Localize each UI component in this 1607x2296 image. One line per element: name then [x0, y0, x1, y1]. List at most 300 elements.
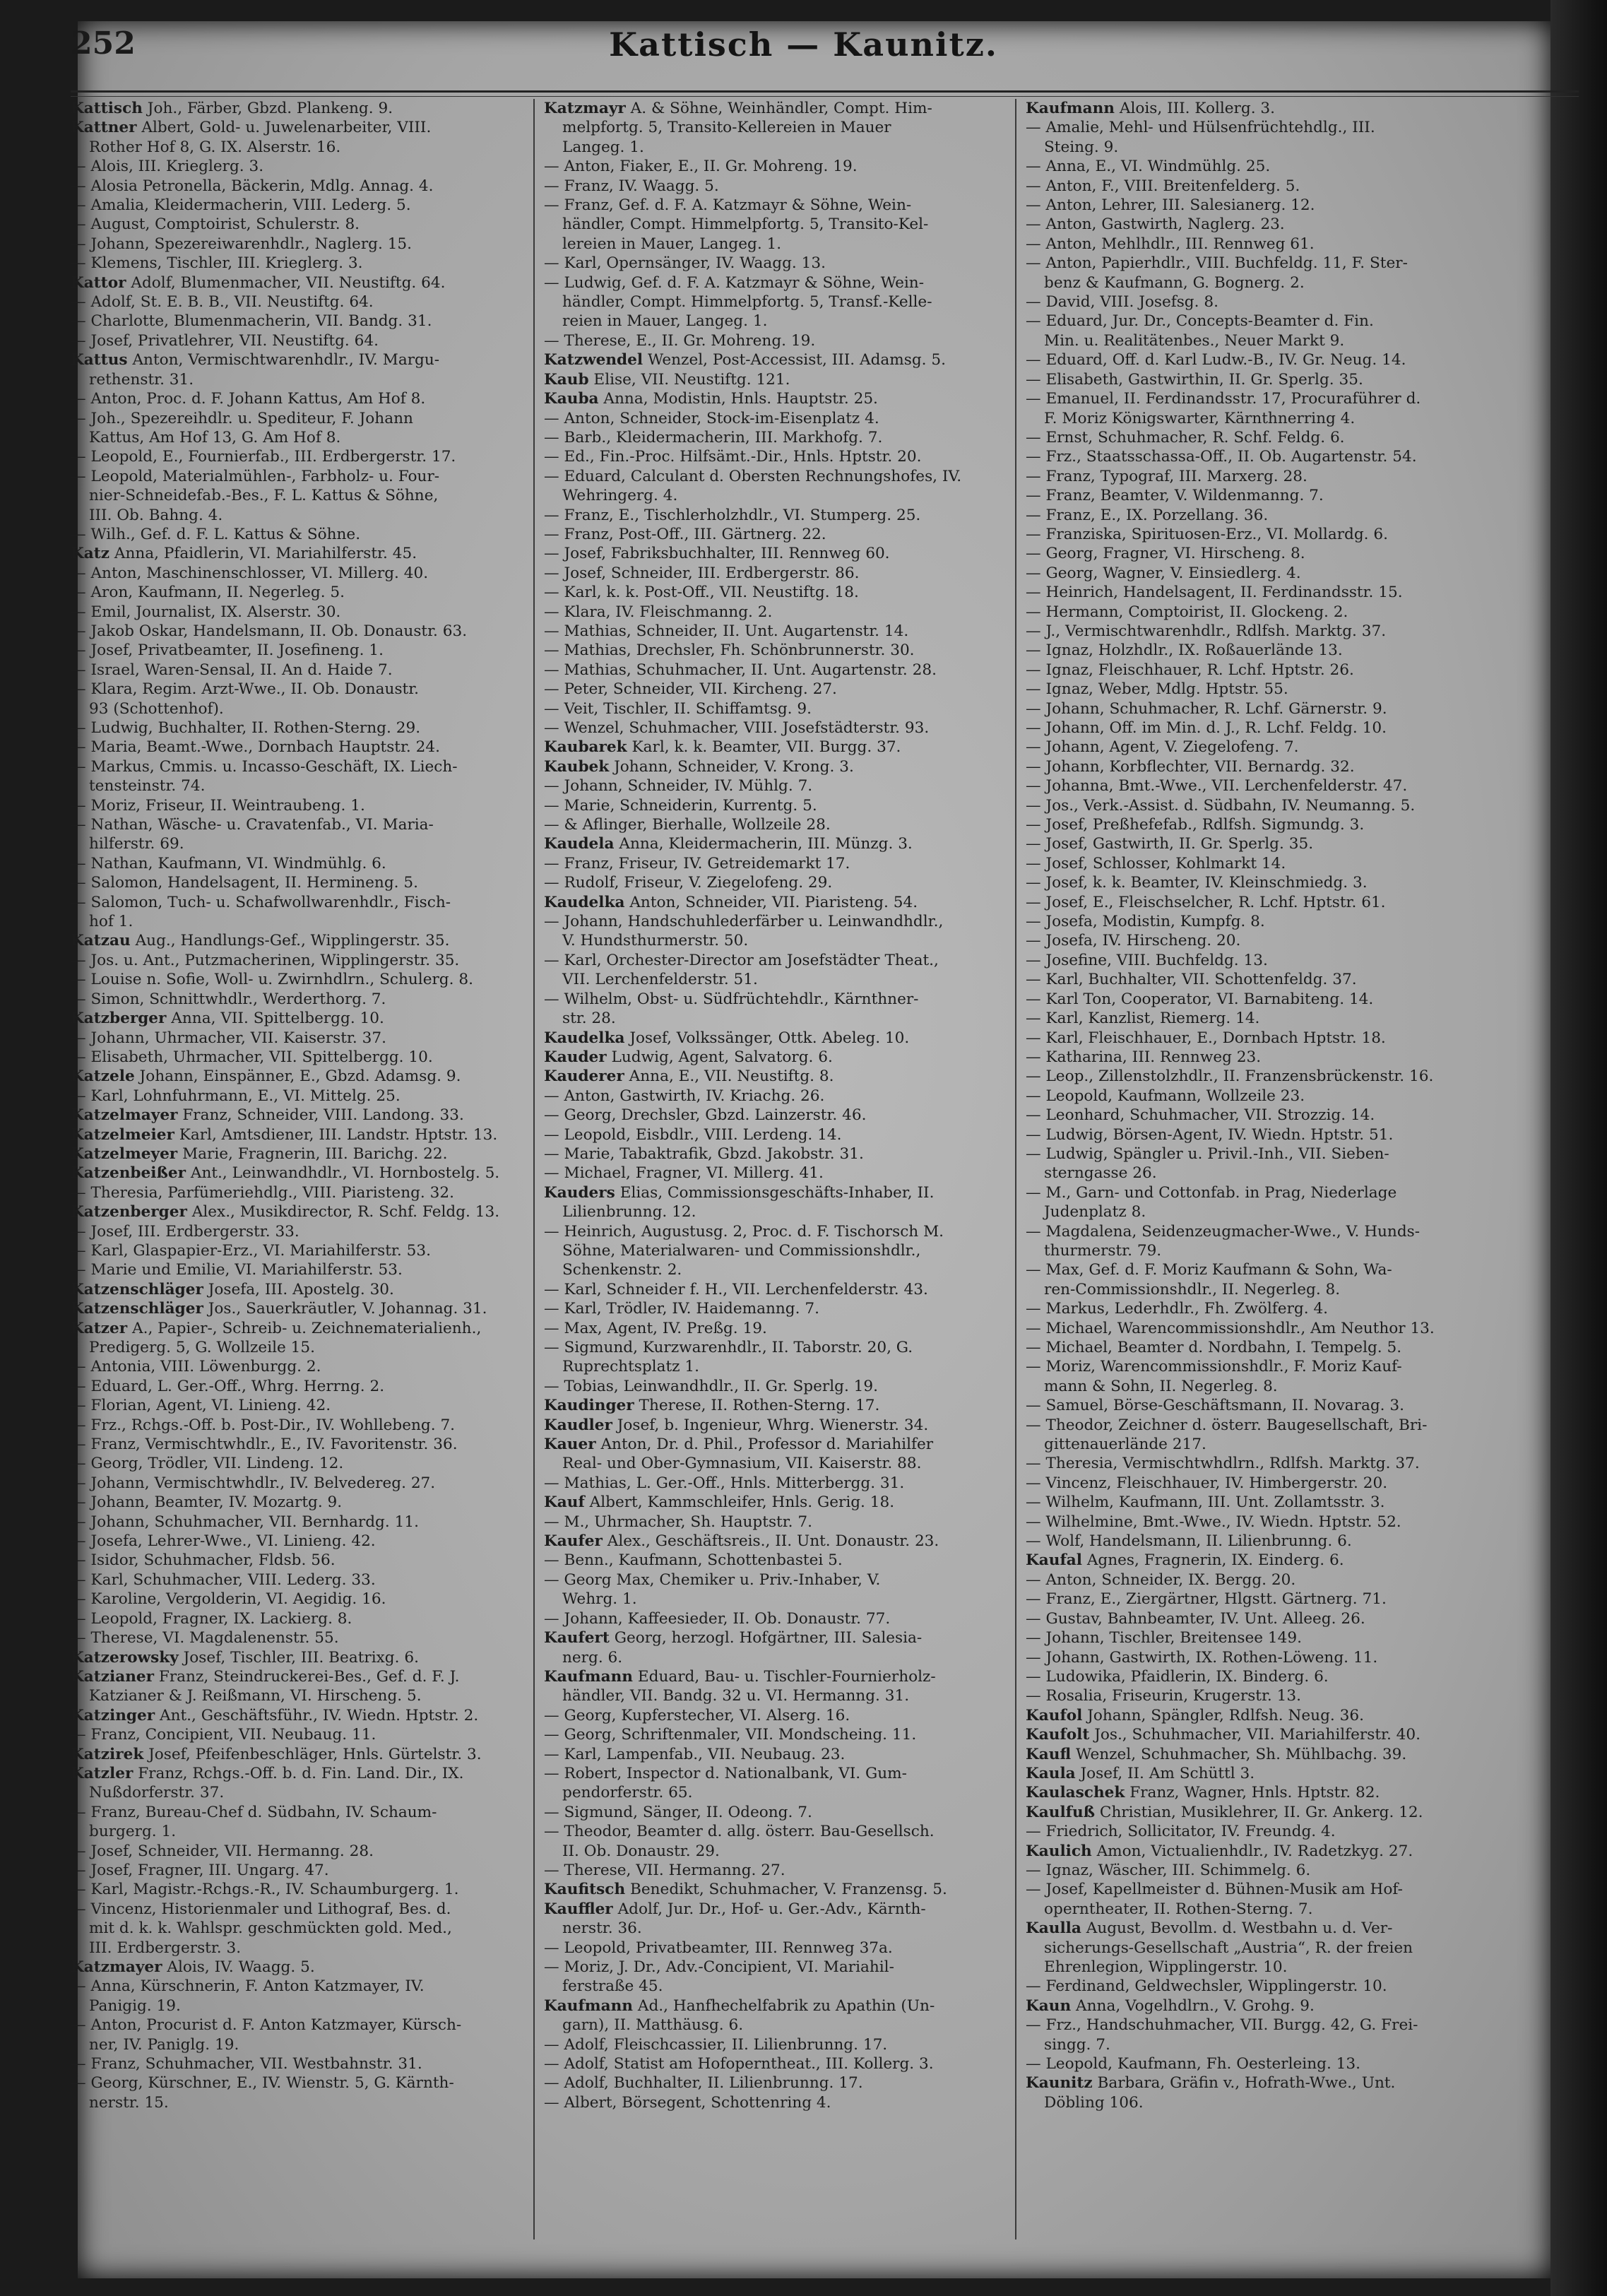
- directory-entry-line: Kauf Albert, Kammschleifer, Hnls. Gerig. 18.: [544, 1493, 895, 1512]
- directory-entry-line: — Elisabeth, Gastwirthin, II. Gr. Sperlg. 35.: [1026, 370, 1363, 389]
- directory-entry-line: Kaubarek Karl, k. k. Beamter, VII. Burgg. 37.: [544, 738, 901, 757]
- directory-entry-line: — Marie, Schneiderin, Kurrentg. 5.: [544, 796, 817, 815]
- directory-entry-line: — Therese, VII. Hermanng. 27.: [544, 1861, 785, 1879]
- directory-entry-line: — Johann, Schneider, IV. Mühlg. 7.: [544, 777, 813, 795]
- directory-entry-line: Kaufmann Eduard, Bau- u. Tischler-Fournierholz-: [544, 1667, 936, 1686]
- directory-entry-line: — Franz, IV. Waagg. 5.: [544, 177, 719, 195]
- directory-entry-line: II. Ob. Donaustr. 29.: [562, 1842, 720, 1860]
- directory-entry-line: — Ignaz, Weber, Mdlg. Hptstr. 55.: [1026, 680, 1288, 699]
- directory-entry-line: — Johann, Schuhmacher, VII. Bernhardg. 11.: [71, 1513, 419, 1531]
- directory-entry-line: — Michael, Warencommissionshdlr., Am Neuthor 13.: [1026, 1319, 1435, 1337]
- directory-entry-line: — Georg, Schriftenmaler, VII. Mondscheing. 11.: [544, 1726, 917, 1744]
- directory-entry-line: — Leop., Zillenstolzhdlr., II. Franzensbrückenstr. 16.: [1026, 1067, 1434, 1086]
- directory-entry-line: — Franz, Beamter, V. Wildenmanng. 7.: [1026, 487, 1324, 505]
- directory-entry-line: — Emil, Journalist, IX. Alserstr. 30.: [71, 603, 341, 621]
- directory-entry-line: Real- und Ober-Gymnasium, VII. Kaiserstr. 88.: [562, 1455, 922, 1473]
- directory-entry-line: Kaubek Johann, Schneider, V. Krong. 3.: [544, 757, 854, 776]
- directory-entry-line: Katzianer Franz, Steindruckerei-Bes., Gef. d. F. J.: [71, 1667, 460, 1686]
- directory-entry-line: — Leopold, Eisbdlr., VIII. Lerdeng. 14.: [544, 1125, 842, 1144]
- directory-entry-line: — Karl, Trödler, IV. Haidemanng. 7.: [544, 1300, 819, 1318]
- directory-entry-line: — Karl, Fleischhauer, E., Dornbach Hptstr. 18.: [1026, 1029, 1386, 1047]
- directory-entry-line: — Mathias, Schuhmacher, II. Unt. Augartenstr. 28.: [544, 661, 937, 679]
- directory-entry-line: Döbling 106.: [1044, 2093, 1144, 2112]
- page-edge-shadow: [1550, 0, 1607, 2296]
- directory-entry-line: — Alois, III. Krieglerg. 3.: [71, 158, 264, 176]
- directory-entry-line: — Joh., Spezereihdlr. u. Spediteur, F. Johann: [71, 409, 413, 427]
- directory-entry-line: Ruprechtsplatz 1.: [562, 1358, 699, 1376]
- directory-entry-line: — Sigmund, Kurzwarenhdlr., II. Taborstr. 20, G.: [544, 1339, 913, 1356]
- directory-entry-line: Katzwendel Wenzel, Post-Accessist, III. Adamsg. 5.: [544, 351, 947, 369]
- directory-entry-line: — Josef, Kapellmeister d. Bühnen-Musik am Hof-: [1026, 1881, 1403, 1899]
- directory-entry-line: Katzmayr A. & Söhne, Weinhändler, Compt. Him-: [544, 100, 932, 117]
- directory-entry-line: — Wilhelmine, Bmt.-Wwe., IV. Wiedn. Hptstr. 52.: [1026, 1513, 1401, 1531]
- directory-entry-line: Kauderer Anna, E., VII. Neustiftg. 8.: [544, 1067, 834, 1086]
- directory-entry-line: ren-Commissionshdlr., II. Negerleg. 8.: [1044, 1280, 1341, 1298]
- directory-entry-line: — Johanna, Bmt.-Wwe., VII. Lerchenfelderstr. 47.: [1026, 777, 1408, 795]
- directory-entry-line: Kaudler Josef, b. Ingenieur, Whrg. Wienerstr. 34.: [544, 1416, 929, 1434]
- directory-entry-line: — Moriz, J. Dr., Adv.-Concipient, VI. Mariahil-: [544, 1958, 894, 1976]
- directory-entry-line: — Anton, Lehrer, III. Salesianerg. 12.: [1026, 196, 1315, 215]
- directory-entry-line: — Louise n. Sofie, Woll- u. Zwirnhdlrn., Schulerg. 8.: [71, 971, 473, 989]
- directory-entry-line: sicherungs-Gesellschaft „Austria“, R. der freien: [1044, 1939, 1413, 1957]
- directory-entry-line: sterngasse 26.: [1044, 1164, 1157, 1183]
- directory-entry-line: Kattor Adolf, Blumenmacher, VII. Neustiftg. 64.: [71, 273, 446, 292]
- directory-entry-line: — Ferdinand, Geldwechsler, Wipplingerstr. 10.: [1026, 1977, 1387, 1996]
- directory-entry-line: — Eduard, Calculant d. Obersten Rechnungshofes, IV.: [544, 467, 962, 485]
- directory-entry-line: — Adolf, Fleischcassier, II. Lilienbrunng. 17.: [544, 2035, 888, 2054]
- directory-entry-line: — Josef, E., Fleischselcher, R. Lchf. Hptstr. 61.: [1026, 893, 1386, 911]
- directory-entry-line: — Franz, E., Tischlerholzhdlr., VI. Stumperg. 25.: [544, 506, 921, 524]
- directory-entry-line: — Johann, Vermischtwhdlr., IV. Belvedereg. 27.: [71, 1474, 436, 1492]
- directory-entry-line: — Simon, Schnittwhdlr., Werderthorg. 7.: [71, 990, 386, 1008]
- directory-entry-line: Kaub Elise, VII. Neustiftg. 121.: [544, 370, 790, 389]
- directory-entry-line: Kauer Anton, Dr. d. Phil., Professor d. Mariahilfer: [544, 1436, 934, 1454]
- directory-entry-line: — Antonia, VIII. Löwenburgg. 2.: [71, 1358, 321, 1376]
- directory-entry-line: — Robert, Inspector d. Nationalbank, VI. Gum-: [544, 1764, 907, 1782]
- directory-entry-line: — Leopold, Kaufmann, Wollzeile 23.: [1026, 1087, 1305, 1105]
- directory-entry-line: händler, Compt. Himmelpfortg. 5, Transito-Kel-: [562, 215, 929, 234]
- directory-entry-line: — Vincenz, Historienmaler und Lithograf, Bes. d.: [71, 1900, 451, 1918]
- directory-entry-line: — Theresia, Parfümeriehdlg., VIII. Piaristeng. 32.: [71, 1183, 454, 1202]
- directory-entry-line: lereien in Mauer, Langeg. 1.: [562, 235, 782, 253]
- directory-entry-line: — Frz., Staatsschassa-Off., II. Ob. Augartenstr. 54.: [1026, 448, 1417, 466]
- directory-entry-line: — Salomon, Tuch- u. Schafwollwarenhdlr., Fisch-: [71, 893, 451, 911]
- directory-entry-line: — Ernst, Schuhmacher, R. Schf. Feldg. 6.: [1026, 428, 1345, 446]
- directory-entry-line: — Wilhelm, Kaufmann, III. Unt. Zollamtsstr. 3.: [1026, 1493, 1385, 1512]
- directory-entry-line: — Josef, Privatbeamter, II. Josefineng. 1.: [71, 641, 384, 660]
- directory-entry-line: Kaudela Anna, Kleidermacherin, III. Münzg. 3.: [544, 835, 913, 853]
- directory-entry-line: — Markus, Lederhdlr., Fh. Zwölferg. 4.: [1026, 1300, 1329, 1318]
- directory-entry-line: — Ludwig, Gef. d. F. A. Katzmayr & Söhne, Wein-: [544, 273, 924, 292]
- directory-entry-line: — Ludwig, Spängler u. Privil.-Inh., VII. Sieben-: [1026, 1144, 1389, 1163]
- directory-entry-line: — Karl, k. k. Post-Off., VII. Neustiftg. 18.: [544, 584, 859, 602]
- directory-entry-line: — Karl, Schuhmacher, VIII. Lederg. 33.: [71, 1570, 376, 1589]
- directory-entry-line: — Michael, Beamter d. Nordbahn, I. Tempelg. 5.: [1026, 1339, 1402, 1356]
- directory-entry-line: — Michael, Fragner, VI. Millerg. 41.: [544, 1164, 824, 1183]
- directory-entry-line: — Johann, Agent, V. Ziegelofeng. 7.: [1026, 738, 1299, 757]
- directory-entry-line: — Anton, Procurist d. F. Anton Katzmayer, Kürsch-: [71, 2016, 462, 2035]
- directory-entry-line: — Josef, Schlosser, Kohlmarkt 14.: [1026, 854, 1286, 872]
- directory-entry-line: — Leopold, E., Fournierfab., III. Erdbergerstr. 17.: [71, 448, 456, 466]
- directory-entry-line: Kaufitsch Benedikt, Schuhmacher, V. Franzensg. 5.: [544, 1881, 947, 1899]
- directory-entry-line: Kattisch Joh., Färber, Gbzd. Plankeng. 9.: [71, 100, 393, 117]
- directory-entry-line: — Florian, Agent, VI. Linieng. 42.: [71, 1397, 331, 1415]
- directory-entry-line: Katzelmeier Karl, Amtsdiener, III. Landstr. Hptstr. 13.: [71, 1125, 498, 1144]
- directory-entry-line: — Anna, Kürschnerin, F. Anton Katzmayer, IV.: [71, 1977, 425, 1996]
- directory-entry-line: — Georg, Drechsler, Gbzd. Lainzerstr. 46.: [544, 1106, 867, 1125]
- directory-entry-line: — Charlotte, Blumenmacherin, VII. Bandg. 31.: [71, 312, 432, 331]
- directory-entry-line: — Josefa, Modistin, Kumpfg. 8.: [1026, 913, 1265, 931]
- directory-entry-line: — Adolf, Buchhalter, II. Lilienbrunng. 17.: [544, 2074, 863, 2093]
- directory-entry-line: Katzau Aug., Handlungs-Gef., Wipplingerstr. 35.: [71, 932, 450, 950]
- directory-entry-line: Katzenschläger Josefa, III. Apostelg. 30.: [71, 1280, 394, 1298]
- directory-entry-line: Kaufol Johann, Spängler, Rdlfsh. Neug. 36.: [1026, 1706, 1364, 1724]
- directory-entry-line: — M., Garn- und Cottonfab. in Prag, Niederlage: [1026, 1183, 1397, 1202]
- directory-entry-line: — Therese, E., II. Gr. Mohreng. 19.: [544, 331, 816, 350]
- directory-entry-line: — Veit, Tischler, II. Schiffamtsg. 9.: [544, 699, 812, 718]
- directory-entry-line: Katzerowsky Josef, Tischler, III. Beatrixg. 6.: [71, 1648, 419, 1667]
- directory-entry-line: händler, VII. Bandg. 32 u. VI. Hermanng. 31.: [562, 1687, 910, 1705]
- directory-entry-line: — Anna, E., VI. Windmühlg. 25.: [1026, 158, 1271, 176]
- directory-entry-line: Predigerg. 5, G. Wollzeile 15.: [89, 1339, 316, 1356]
- directory-entry-line: — Albert, Börsegent, Schottenring 4.: [544, 2093, 831, 2112]
- directory-entry-line: — Johann, Off. im Min. d. J., R. Lchf. Feldg. 10.: [1026, 719, 1387, 737]
- directory-entry-line: Kauba Anna, Modistin, Hnls. Hauptstr. 25.: [544, 390, 878, 408]
- directory-entry-line: Kauders Elias, Commissionsgeschäfts-Inhaber, II.: [544, 1183, 935, 1202]
- directory-entry-line: hilferstr. 69.: [89, 835, 184, 853]
- directory-entry-line: — Franz, Typograf, III. Marxerg. 28.: [1026, 467, 1307, 485]
- directory-entry-line: — Mathias, Schneider, II. Unt. Augartenstr. 14.: [544, 622, 909, 640]
- directory-entry-line: — Josef, Schneider, VII. Hermanng. 28.: [71, 1842, 374, 1860]
- directory-entry-line: Katzele Johann, Einspänner, E., Gbzd. Adamsg. 9.: [71, 1067, 461, 1086]
- directory-entry-line: Wehrg. 1.: [562, 1590, 637, 1609]
- directory-entry-line: Kaulaschek Franz, Wagner, Hnls. Hptstr. 82.: [1026, 1784, 1380, 1802]
- directory-entry-line: Wehringerg. 4.: [562, 487, 678, 505]
- directory-entry-line: — Alosia Petronella, Bäckerin, Mdlg. Annag. 4.: [71, 177, 434, 195]
- header-rule: [71, 90, 1579, 97]
- directory-entry-line: — Josef, Fragner, III. Ungarg. 47.: [71, 1861, 329, 1879]
- directory-entry-line: — Adolf, St. E. B. B., VII. Neustiftg. 64.: [71, 293, 374, 312]
- directory-entry-line: — Johann, Beamter, IV. Mozartg. 9.: [71, 1493, 343, 1512]
- directory-entry-line: — Salomon, Handelsagent, II. Hermineng. 5.: [71, 874, 418, 892]
- directory-entry-line: — Franziska, Spirituosen-Erz., VI. Mollardg. 6.: [1026, 525, 1388, 543]
- directory-entry-line: — Johann, Uhrmacher, VII. Kaiserstr. 37.: [71, 1029, 386, 1047]
- directory-entry-line: Kaudelka Josef, Volkssänger, Ottk. Abeleg. 10.: [544, 1029, 910, 1047]
- directory-entry-line: Katzelmayer Franz, Schneider, VIII. Landong. 33.: [71, 1106, 464, 1125]
- directory-entry-line: Kaun Anna, Vogelhdlrn., V. Grohg. 9.: [1026, 1996, 1315, 2015]
- directory-entry-line: — Rosalia, Friseurin, Krugerstr. 13.: [1026, 1687, 1301, 1705]
- directory-entry-line: Katzianer & J. Reißmann, VI. Hirscheng. 5.: [89, 1687, 422, 1705]
- directory-entry-line: melpfortg. 5, Transito-Kellereien in Mauer: [562, 119, 891, 137]
- directory-entry-line: — Wilh., Gef. d. F. L. Kattus & Söhne.: [71, 525, 361, 543]
- directory-entry-line: — Leopold, Privatbeamter, III. Rennweg 37a.: [544, 1939, 893, 1957]
- directory-entry-line: — Vincenz, Fleischhauer, IV. Himbergerstr. 20.: [1026, 1474, 1388, 1492]
- directory-entry-line: Min. u. Realitätenbes., Neuer Markt 9.: [1044, 331, 1345, 350]
- directory-entry-line: — Josefine, VIII. Buchfeldg. 13.: [1026, 951, 1268, 969]
- directory-entry-line: — Karl, Buchhalter, VII. Schottenfeldg. 37.: [1026, 971, 1357, 989]
- directory-entry-line: reien in Mauer, Langeg. 1.: [562, 312, 768, 331]
- directory-entry-line: Katzenschläger Jos., Sauerkräutler, V. Johannag. 31.: [71, 1300, 487, 1318]
- directory-entry-line: — Franz, Concipient, VII. Neubaug. 11.: [71, 1726, 376, 1744]
- directory-entry-line: — Magdalena, Seidenzeugmacher-Wwe., V. Hunds-: [1026, 1222, 1421, 1241]
- directory-entry-line: Kaufolt Jos., Schuhmacher, VII. Mariahilferstr. 40.: [1026, 1726, 1421, 1744]
- directory-entry-line: Katzberger Anna, VII. Spittelbergg. 10.: [71, 1010, 384, 1028]
- directory-entry-line: — Ignaz, Fleischhauer, R. Lchf. Hptstr. 26.: [1026, 661, 1354, 679]
- column-middle: [544, 99, 1003, 2247]
- directory-entry-line: operntheater, II. Rothen-Sterng. 7.: [1044, 1900, 1313, 1918]
- directory-entry-line: — Georg Max, Chemiker u. Priv.-Inhaber, V.: [544, 1570, 881, 1589]
- directory-entry-line: nerg. 6.: [562, 1648, 623, 1667]
- directory-entry-line: — Josef, Schneider, III. Erdbergerstr. 86.: [544, 564, 860, 582]
- directory-entry-line: Kaulla August, Bevollm. d. Westbahn u. d. Ver-: [1026, 1919, 1393, 1938]
- directory-entry-line: — Johann, Korbflechter, VII. Bernardg. 32.: [1026, 757, 1355, 776]
- directory-entry-line: — Sigmund, Sänger, II. Odeong. 7.: [544, 1803, 812, 1821]
- directory-entry-line: — Anton, Gastwirth, IV. Kriachg. 26.: [544, 1087, 825, 1105]
- directory-entry-line: hof 1.: [89, 913, 134, 931]
- directory-entry-line: ner, IV. Paniglg. 19.: [89, 2035, 239, 2054]
- directory-entry-line: — Georg, Fragner, VI. Hirscheng. 8.: [1026, 545, 1305, 563]
- directory-entry-line: Katzirek Josef, Pfeifenbeschläger, Hnls. Gürtelstr. 3.: [71, 1745, 482, 1763]
- directory-entry-line: — Karl, Glaspapier-Erz., VI. Mariahilferstr. 53.: [71, 1241, 431, 1260]
- directory-entry-line: — Franz, Friseur, IV. Getreidemarkt 17.: [544, 854, 850, 872]
- directory-entry-line: — Peter, Schneider, VII. Kircheng. 27.: [544, 680, 837, 699]
- directory-entry-line: — Max, Gef. d. F. Moriz Kaufmann & Sohn, Wa-: [1026, 1261, 1392, 1279]
- directory-entry-line: — Georg, Kürschner, E., IV. Wienstr. 5, G. Kärnth-: [71, 2074, 454, 2093]
- directory-entry-line: III. Erdbergerstr. 3.: [89, 1939, 242, 1957]
- directory-entry-line: — J., Vermischtwarenhdlr., Rdlfsh. Marktg. 37.: [1026, 622, 1387, 640]
- directory-entry-line: Kauffler Adolf, Jur. Dr., Hof- u. Ger.-Adv., Kärnth-: [544, 1900, 926, 1918]
- directory-entry-line: — Theresia, Vermischtwhdlrn., Rdlfsh. Marktg. 37.: [1026, 1455, 1420, 1473]
- directory-entry-line: — Hermann, Comptoirist, II. Glockeng. 2.: [1026, 603, 1348, 621]
- directory-entry-line: — Anton, Schneider, IX. Bergg. 20.: [1026, 1570, 1296, 1589]
- directory-entry-line: — Klara, Regim. Arzt-Wwe., II. Ob. Donaustr.: [71, 680, 420, 699]
- directory-entry-line: — Johann, Tischler, Breitensee 149.: [1026, 1629, 1303, 1647]
- directory-entry-line: — Isidor, Schuhmacher, Fldsb. 56.: [71, 1551, 336, 1570]
- column-left: [71, 99, 523, 2247]
- directory-entry-line: — Ed., Fin.-Proc. Hilfsämt.-Dir., Hnls. Hptstr. 20.: [544, 448, 922, 466]
- directory-entry-line: — Josef, III. Erdbergerstr. 33.: [71, 1222, 300, 1241]
- directory-entry-line: — Therese, VI. Magdalenenstr. 55.: [71, 1629, 339, 1647]
- directory-entry-line: — Josef, k. k. Beamter, IV. Kleinschmiedg. 3.: [1026, 874, 1368, 892]
- directory-entry-line: Kaulfuß Christian, Musiklehrer, II. Gr. Ankerg. 12.: [1026, 1803, 1423, 1821]
- column-divider: [1015, 99, 1016, 2239]
- directory-entry-line: Katzinger Ant., Geschäftsführ., IV. Wiedn. Hptstr. 2.: [71, 1706, 479, 1724]
- directory-entry-line: Katzenbeißer Ant., Leinwandhdlr., VI. Hornbostelg. 5.: [71, 1164, 500, 1183]
- directory-entry-line: Kaufal Agnes, Fragnerin, IX. Einderg. 6.: [1026, 1551, 1344, 1570]
- directory-entry-line: ferstraße 45.: [562, 1977, 663, 1996]
- directory-entry-line: — Elisabeth, Uhrmacher, VII. Spittelbergg. 10.: [71, 1048, 433, 1066]
- directory-entry-line: Panigig. 19.: [89, 1996, 181, 2015]
- directory-entry-line: — Gustav, Bahnbeamter, IV. Unt. Alleeg. 26.: [1026, 1609, 1365, 1628]
- directory-entry-line: — Franz, Gef. d. F. A. Katzmayr & Söhne, Wein-: [544, 196, 912, 215]
- directory-entry-line: — Anton, F., VIII. Breitenfelderg. 5.: [1026, 177, 1300, 195]
- directory-entry-line: — Jos., Verk.-Assist. d. Südbahn, IV. Neumanng. 5.: [1026, 796, 1416, 815]
- directory-entry-line: — Josef, Privatlehrer, VII. Neustiftg. 64.: [71, 331, 379, 350]
- directory-entry-line: nier-Schneidefab.-Bes., F. L. Kattus & Söhne,: [89, 487, 439, 505]
- directory-entry-line: str. 28.: [562, 1010, 616, 1028]
- directory-entry-line: Ehrenlegion, Wipplingerstr. 10.: [1044, 1958, 1288, 1976]
- directory-entry-line: — Karoline, Vergolderin, VI. Aegidig. 16.: [71, 1590, 386, 1609]
- directory-entry-line: Kaufer Alex., Geschäftsreis., II. Unt. Donaustr. 23.: [544, 1532, 939, 1551]
- directory-entry-line: VII. Lerchenfelderstr. 51.: [562, 971, 758, 989]
- directory-entry-line: Katz Anna, Pfaidlerin, VI. Mariahilferstr. 45.: [71, 545, 417, 563]
- directory-entry-line: — Moriz, Friseur, II. Weintraubeng. 1.: [71, 796, 365, 815]
- page-number: 252: [71, 25, 136, 61]
- directory-entry-line: — Karl, Kanzlist, Riemerg. 14.: [1026, 1010, 1260, 1028]
- directory-entry-line: benz & Kaufmann, G. Bognerg. 2.: [1044, 273, 1305, 292]
- directory-entry-line: — Eduard, Off. d. Karl Ludw.-B., IV. Gr. Neug. 14.: [1026, 351, 1406, 369]
- directory-entry-line: — Amalia, Kleidermacherin, VIII. Lederg. 5.: [71, 196, 411, 215]
- directory-entry-line: — Karl, Lohnfuhrmann, E., VI. Mittelg. 25.: [71, 1087, 401, 1105]
- directory-entry-line: — Franz, Post-Off., III. Gärtnerg. 22.: [544, 525, 826, 543]
- directory-entry-line: Kaulich Amon, Victualienhdlr., IV. Radetzkyg. 27.: [1026, 1842, 1413, 1860]
- directory-entry-line: — Mathias, Drechsler, Fh. Schönbrunnerstr. 30.: [544, 641, 915, 660]
- directory-entry-line: — Franz, Vermischtwhdlr., E., IV. Favoritenstr. 36.: [71, 1436, 458, 1454]
- directory-entry-line: Katzer A., Papier-, Schreib- u. Zeichnematerialienh.,: [71, 1319, 482, 1337]
- directory-entry-line: — Theodor, Beamter d. allg. österr. Bau-Gesellsch.: [544, 1823, 935, 1841]
- directory-entry-line: — Samuel, Börse-Geschäftsmann, II. Novarag. 3.: [1026, 1397, 1405, 1415]
- directory-entry-line: — Adolf, Statist am Hofoperntheat., III. Kollerg. 3.: [544, 2055, 934, 2073]
- directory-entry-line: — Georg, Trödler, VII. Lindeng. 12.: [71, 1455, 344, 1473]
- directory-entry-line: — Maria, Beamt.-Wwe., Dornbach Hauptstr. 24.: [71, 738, 440, 757]
- directory-entry-line: Kattus Anton, Vermischtwarenhdlr., IV. Margu-: [71, 351, 440, 369]
- directory-entry-line: — Ludowika, Pfaidlerin, IX. Binderg. 6.: [1026, 1667, 1329, 1686]
- directory-entry-line: — Max, Agent, IV. Preßg. 19.: [544, 1319, 767, 1337]
- directory-entry-line: mann & Sohn, II. Negerleg. 8.: [1044, 1377, 1278, 1395]
- directory-entry-line: — Anton, Schneider, Stock-im-Eisenplatz 4.: [544, 409, 879, 427]
- directory-entry-line: Kaunitz Barbara, Gräfin v., Hofrath-Wwe., Unt.: [1026, 2074, 1396, 2093]
- directory-entry-line: Kaufl Wenzel, Schuhmacher, Sh. Mühlbachg. 39.: [1026, 1745, 1407, 1763]
- directory-entry-line: — Georg, Kupferstecher, VI. Alserg. 16.: [544, 1706, 850, 1724]
- directory-entry-line: — & Aflinger, Bierhalle, Wollzeile 28.: [544, 816, 831, 834]
- directory-entry-line: — Amalie, Mehl- und Hülsenfrüchtehdlg., III.: [1026, 119, 1375, 137]
- directory-entry-line: — Emanuel, II. Ferdinandsstr. 17, Procuraführer d.: [1026, 390, 1421, 408]
- directory-entry-line: — Barb., Kleidermacherin, III. Markhofg. 7.: [544, 428, 883, 446]
- directory-entry-line: Kaula Josef, II. Am Schüttl 3.: [1026, 1764, 1255, 1782]
- directory-entry-line: — Ludwig, Buchhalter, II. Rothen-Sterng. 29.: [71, 719, 421, 737]
- directory-entry-line: — Georg, Wagner, V. Einsiedlerg. 4.: [1026, 564, 1301, 582]
- directory-entry-line: — Eduard, Jur. Dr., Concepts-Beamter d. Fin.: [1026, 312, 1374, 331]
- directory-entry-line: singg. 7.: [1044, 2035, 1110, 2054]
- directory-entry-line: Judenplatz 8.: [1044, 1203, 1146, 1221]
- directory-entry-line: — Theodor, Zeichner d. österr. Baugesellschaft, Bri-: [1026, 1416, 1428, 1434]
- directory-entry-line: — Ignaz, Holzhdlr., IX. Roßauerlände 13.: [1026, 641, 1343, 660]
- directory-entry-line: garn), II. Matthäusg. 6.: [562, 2016, 744, 2035]
- directory-entry-line: — Karl, Lampenfab., VII. Neubaug. 23.: [544, 1745, 846, 1763]
- directory-entry-line: — Jos. u. Ant., Putzmacherinen, Wipplingerstr. 35.: [71, 951, 460, 969]
- column-divider: [533, 99, 535, 2239]
- directory-entry-line: — Leonhard, Schuhmacher, VII. Strozzig. 14.: [1026, 1106, 1375, 1125]
- directory-entry-line: — Klara, IV. Fleischmanng. 2.: [544, 603, 773, 621]
- directory-entry-line: Rother Hof 8, G. IX. Alserstr. 16.: [89, 138, 341, 156]
- directory-entry-line: — Frz., Handschuhmacher, VII. Burgg. 42, G. Frei-: [1026, 2016, 1418, 2035]
- directory-entry-line: — Heinrich, Handelsagent, II. Ferdinandsstr. 15.: [1026, 584, 1403, 602]
- directory-entry-line: — Franz, Schuhmacher, VII. Westbahnstr. 31.: [71, 2055, 422, 2073]
- directory-entry-line: rethenstr. 31.: [89, 370, 194, 389]
- directory-entry-line: — Anton, Fiaker, E., II. Gr. Mohreng. 19.: [544, 158, 858, 176]
- directory-entry-line: — Franz, E., IX. Porzellang. 36.: [1026, 506, 1269, 524]
- directory-entry-line: — Leopold, Kaufmann, Fh. Oesterleing. 13.: [1026, 2055, 1361, 2073]
- directory-entry-line: — Ignaz, Wäscher, III. Schimmelg. 6.: [1026, 1861, 1311, 1879]
- directory-entry-line: — Marie, Tabaktrafik, Gbzd. Jakobstr. 31.: [544, 1144, 864, 1163]
- directory-entry-line: Kattner Albert, Gold- u. Juwelenarbeiter, VIII.: [71, 119, 432, 137]
- directory-entry-line: Kaufmann Alois, III. Kollerg. 3.: [1026, 100, 1276, 117]
- directory-entry-line: Kaufert Georg, herzogl. Hofgärtner, III. Salesia-: [544, 1629, 923, 1647]
- directory-entry-line: — Rudolf, Friseur, V. Ziegelofeng. 29.: [544, 874, 833, 892]
- directory-entry-line: Steing. 9.: [1044, 138, 1119, 156]
- directory-entry-line: — Johann, Gastwirth, IX. Rothen-Löweng. 11.: [1026, 1648, 1378, 1667]
- directory-entry-line: — Wilhelm, Obst- u. Südfrüchtehdlr., Kärnthner-: [544, 990, 919, 1008]
- directory-entry-line: — Karl Ton, Cooperator, VI. Barnabiteng. 14.: [1026, 990, 1374, 1008]
- column-right: [1026, 99, 1464, 2247]
- directory-entry-line: — Marie und Emilie, VI. Mariahilferstr. 53.: [71, 1261, 403, 1279]
- directory-entry-line: — Karl, Magistr.-Rchgs.-R., IV. Schaumburgerg. 1.: [71, 1881, 459, 1899]
- directory-entry-line: V. Hundsthurmerstr. 50.: [562, 932, 749, 950]
- directory-entry-line: — August, Comptoirist, Schulerstr. 8.: [71, 215, 360, 234]
- directory-entry-line: — Aron, Kaufmann, II. Negerleg. 5.: [71, 584, 345, 602]
- directory-entry-line: — Karl, Orchester-Director am Josefstädter Theat.,: [544, 951, 939, 969]
- directory-entry-line: burgerg. 1.: [89, 1823, 177, 1841]
- directory-entry-line: — Israel, Waren-Sensal, II. An d. Haide 7.: [71, 661, 393, 679]
- directory-entry-line: gittenauerlände 217.: [1044, 1436, 1206, 1454]
- directory-entry-line: — Josef, Gastwirth, II. Gr. Sperlg. 35.: [1026, 835, 1314, 853]
- directory-entry-line: Langeg. 1.: [562, 138, 644, 156]
- directory-entry-line: Kauder Ludwig, Agent, Salvatorg. 6.: [544, 1048, 833, 1066]
- directory-entry-line: nerstr. 15.: [89, 2093, 169, 2112]
- directory-entry-line: — Anton, Mehlhdlr., III. Rennweg 61.: [1026, 235, 1315, 253]
- directory-entry-line: — Frz., Rchgs.-Off. b. Post-Dir., IV. Wohllebeng. 7.: [71, 1416, 456, 1434]
- directory-entry-line: Katzenberger Alex., Musikdirector, R. Schf. Feldg. 13.: [71, 1203, 500, 1221]
- directory-entry-line: — Johann, Spezereiwarenhdlr., Naglerg. 15.: [71, 235, 413, 253]
- directory-entry-line: — Anton, Proc. d. F. Johann Kattus, Am Hof 8.: [71, 390, 426, 408]
- directory-entry-line: — Katharina, III. Rennweg 23.: [1026, 1048, 1262, 1066]
- directory-entry-line: — Johann, Kaffeesieder, II. Ob. Donaustr. 77.: [544, 1609, 891, 1628]
- directory-entry-line: Kattus, Am Hof 13, G. Am Hof 8.: [89, 428, 341, 446]
- directory-entry-line: — Ludwig, Börsen-Agent, IV. Wiedn. Hptstr. 51.: [1026, 1125, 1394, 1144]
- directory-entry-line: — Eduard, L. Ger.-Off., Whrg. Herrng. 2.: [71, 1377, 385, 1395]
- directory-entry-line: Söhne, Materialwaren- und Commissionshdlr.,: [562, 1241, 921, 1260]
- directory-entry-line: Lilienbrunng. 12.: [562, 1203, 696, 1221]
- directory-entry-line: — Leopold, Materialmühlen-, Farbholz- u. Four-: [71, 467, 440, 485]
- directory-entry-line: — Jakob Oskar, Handelsmann, II. Ob. Donaustr. 63.: [71, 622, 468, 640]
- directory-entry-line: — Josef, Fabriksbuchhalter, III. Rennweg 60.: [544, 545, 890, 563]
- directory-entry-line: — M., Uhrmacher, Sh. Hauptstr. 7.: [544, 1513, 812, 1531]
- directory-entry-line: — Anton, Maschinenschlosser, VI. Millerg. 40.: [71, 564, 429, 582]
- directory-entry-line: — Josef, Preßhefefab., Rdlfsh. Sigmundg. 3.: [1026, 816, 1365, 834]
- directory-entry-line: — Nathan, Kaufmann, VI. Windmühlg. 6.: [71, 854, 386, 872]
- running-head: Kattisch — Kaunitz.: [609, 25, 998, 64]
- directory-entry-line: III. Ob. Bahng. 4.: [89, 506, 223, 524]
- directory-entry-line: — Anton, Gastwirth, Naglerg. 23.: [1026, 215, 1285, 234]
- directory-entry-line: — Leopold, Fragner, IX. Lackierg. 8.: [71, 1609, 352, 1628]
- directory-entry-line: — Markus, Cmmis. u. Incasso-Geschäft, IX. Liech-: [71, 757, 458, 776]
- directory-entry-line: — Franz, Bureau-Chef d. Südbahn, IV. Schaum-: [71, 1803, 437, 1821]
- directory-entry-line: — Johann, Handschuhlederfärber u. Leinwandhdlr.,: [544, 913, 944, 931]
- directory-entry-line: Schenkenstr. 2.: [562, 1261, 682, 1279]
- directory-entry-line: nerstr. 36.: [562, 1919, 642, 1938]
- directory-entry-line: pendorferstr. 65.: [562, 1784, 693, 1802]
- directory-entry-line: F. Moriz Königswarter, Kärnthnerring 4.: [1044, 409, 1356, 427]
- directory-entry-line: tensteinstr. 74.: [89, 777, 206, 795]
- directory-entry-line: — Johann, Schuhmacher, R. Lchf. Gärnerstr. 9.: [1026, 699, 1387, 718]
- directory-entry-line: — Mathias, L. Ger.-Off., Hnls. Mitterbergg. 31.: [544, 1474, 905, 1492]
- directory-entry-line: Kaudelka Anton, Schneider, VII. Piaristeng. 54.: [544, 893, 918, 911]
- directory-entry-line: Nußdorferstr. 37.: [89, 1784, 225, 1802]
- directory-entry-line: — Karl, Opernsänger, IV. Waagg. 13.: [544, 254, 826, 273]
- directory-entry-line: — Tobias, Leinwandhdlr., II. Gr. Sperlg. 19.: [544, 1377, 879, 1395]
- directory-entry-line: — Nathan, Wäsche- u. Cravatenfab., VI. Maria-: [71, 816, 434, 834]
- directory-entry-line: Katzler Franz, Rchgs.-Off. b. d. Fin. Land. Dir., IX.: [71, 1764, 464, 1782]
